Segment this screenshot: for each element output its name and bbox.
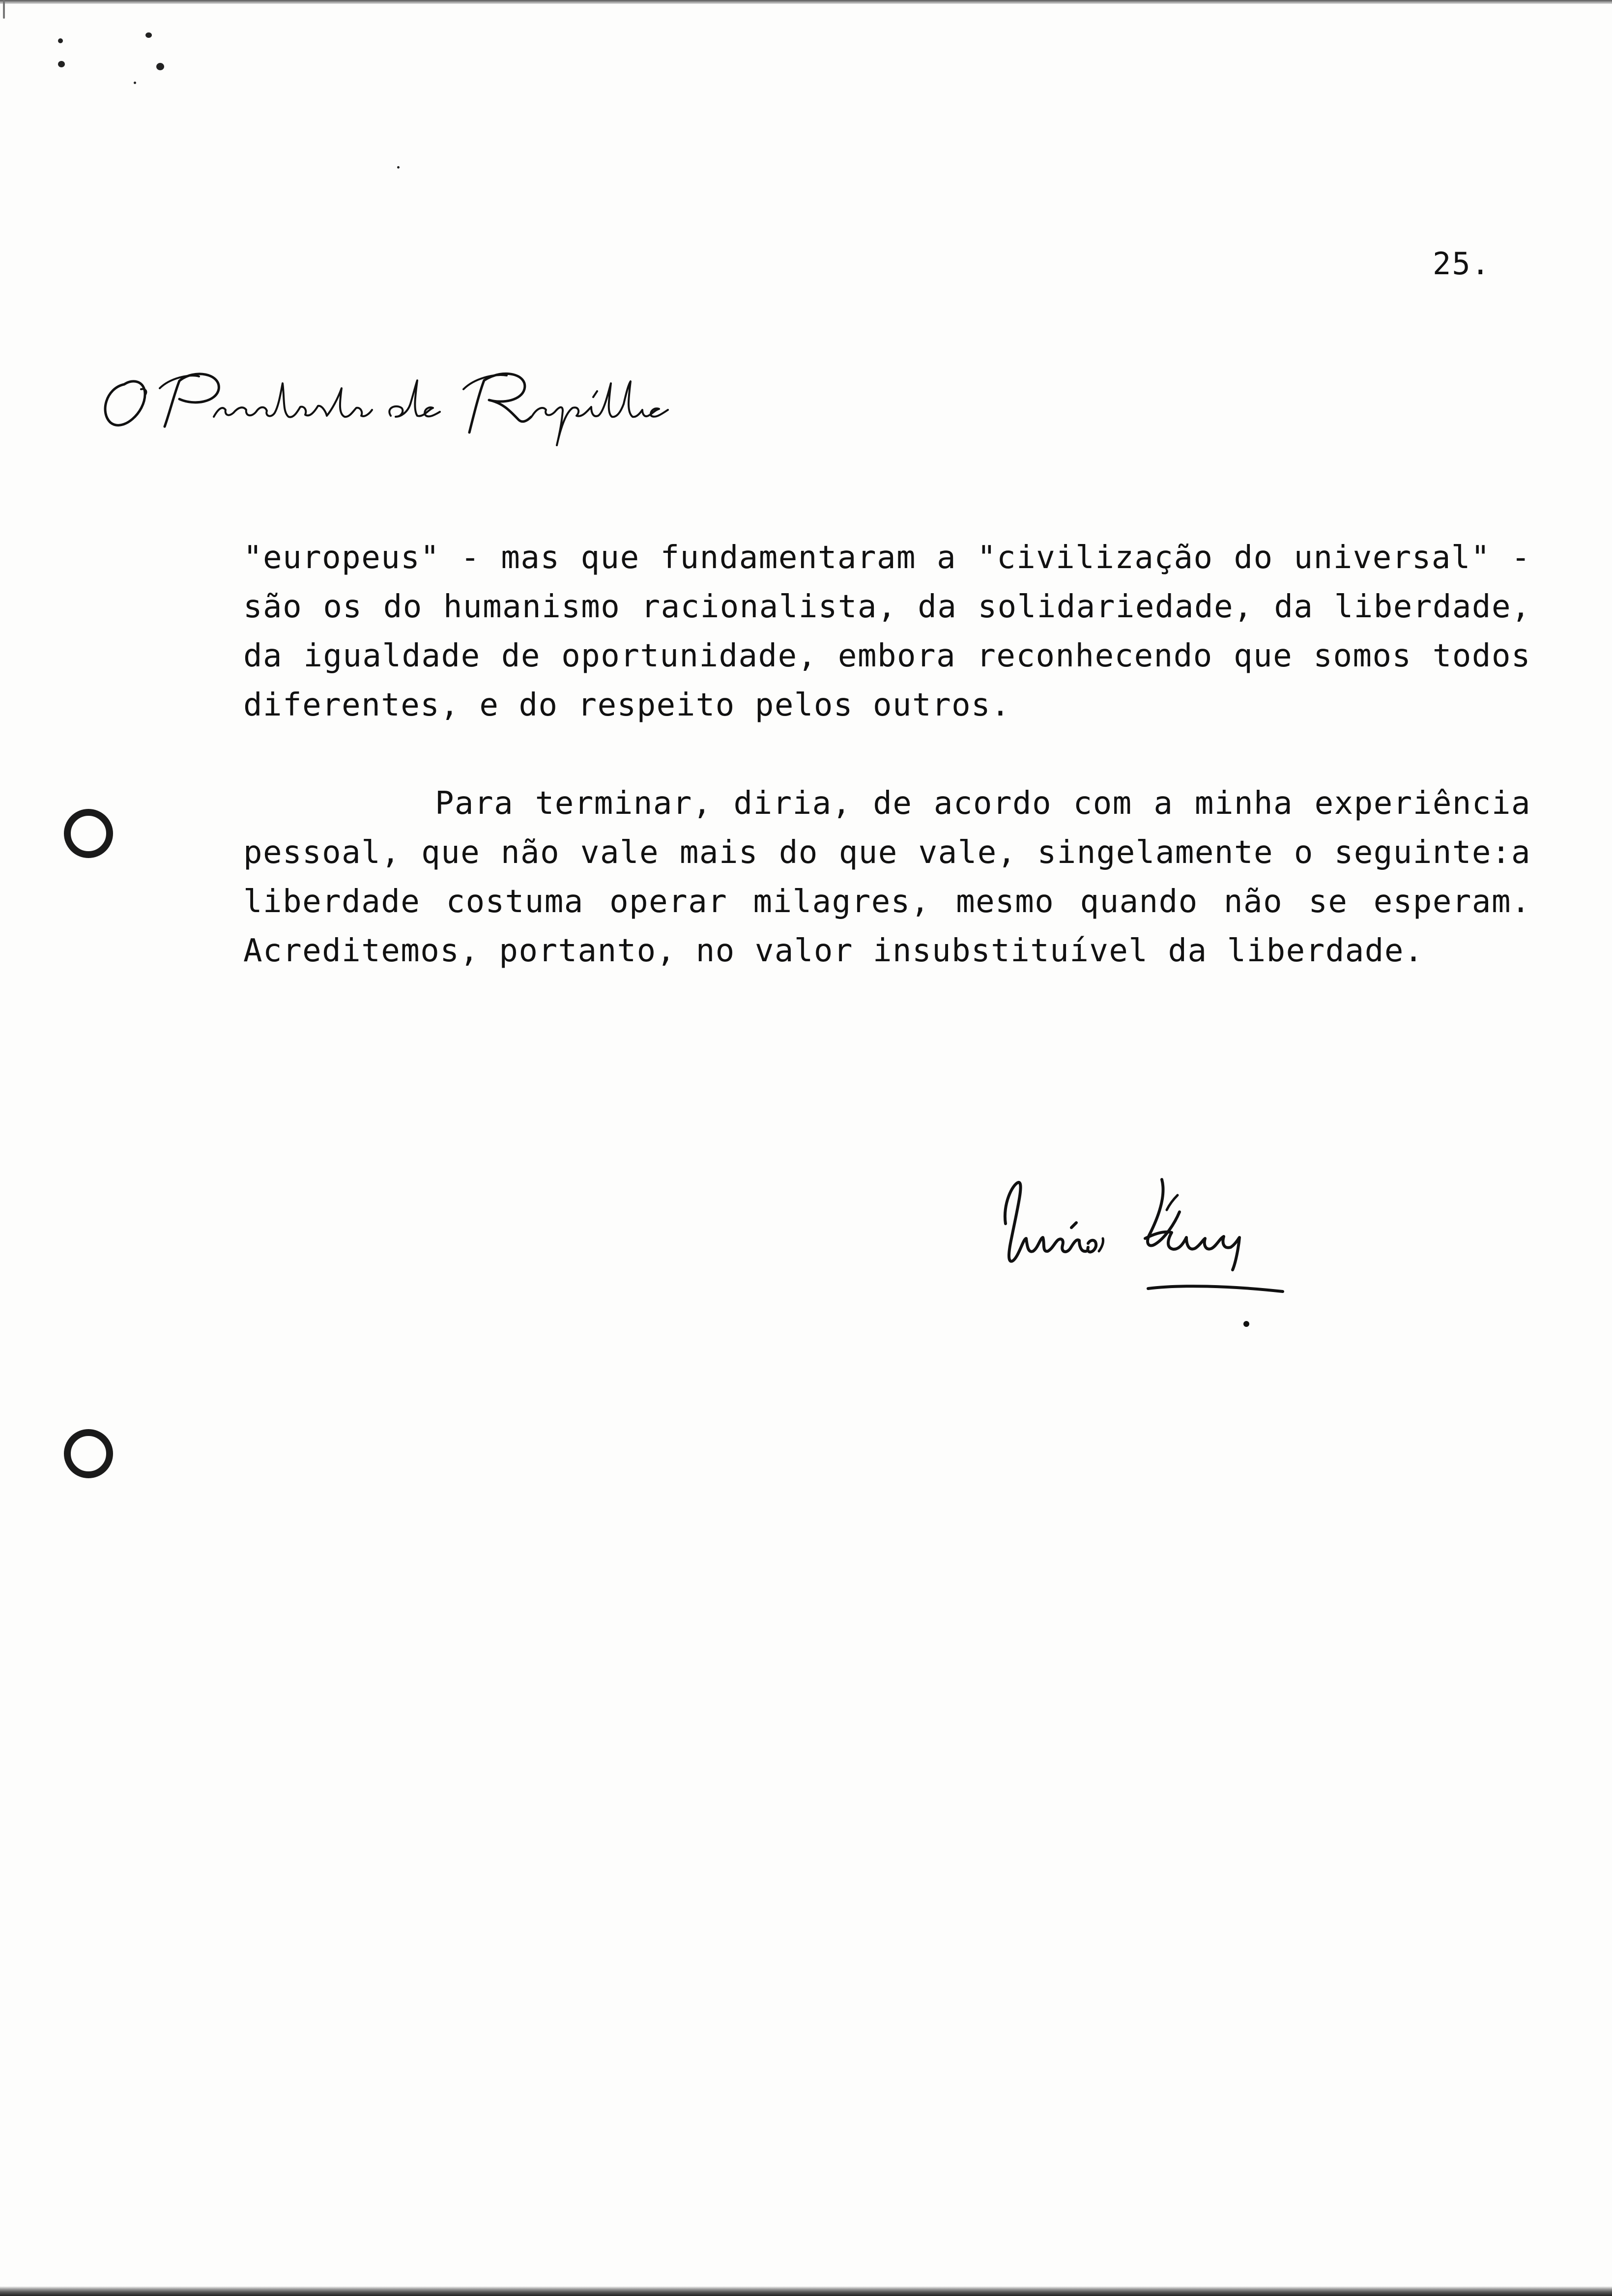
binder-hole [64, 809, 113, 858]
scan-speck [58, 38, 63, 43]
binder-hole [64, 1429, 113, 1478]
scan-top-edge [0, 0, 1612, 4]
scan-speck [58, 61, 65, 67]
scan-speck [3, 0, 5, 19]
body-paragraph: Para terminar, diria, de acordo com a minha experiência pessoal, que não vale mais do que vale, singelamente o seguinte:a liberdade costuma operar milagres, mesmo quando não se esperam. Acreditemos, portanto, no valor insubstituível da liberdade. [243, 785, 1531, 969]
scan-speck [145, 32, 152, 38]
body-paragraph: "europeus" - mas que fundamentaram a "civilização do universal" - são os do humanismo racionalista, da solidariedade, da liberdade, da igualdade de oportunidade, embora reconhecendo que somos todos diferentes, e do respeito pelos outros. [243, 540, 1531, 723]
handwritten-signature [983, 1165, 1297, 1361]
scan-speck [156, 63, 164, 70]
scan-speck [397, 166, 400, 169]
scan-bottom-edge [0, 2286, 1612, 2296]
page-number: 25. [1433, 246, 1491, 282]
letterhead-presidente-da-republica [96, 359, 676, 447]
letter-body [243, 533, 1531, 976]
scan-speck [134, 82, 136, 84]
